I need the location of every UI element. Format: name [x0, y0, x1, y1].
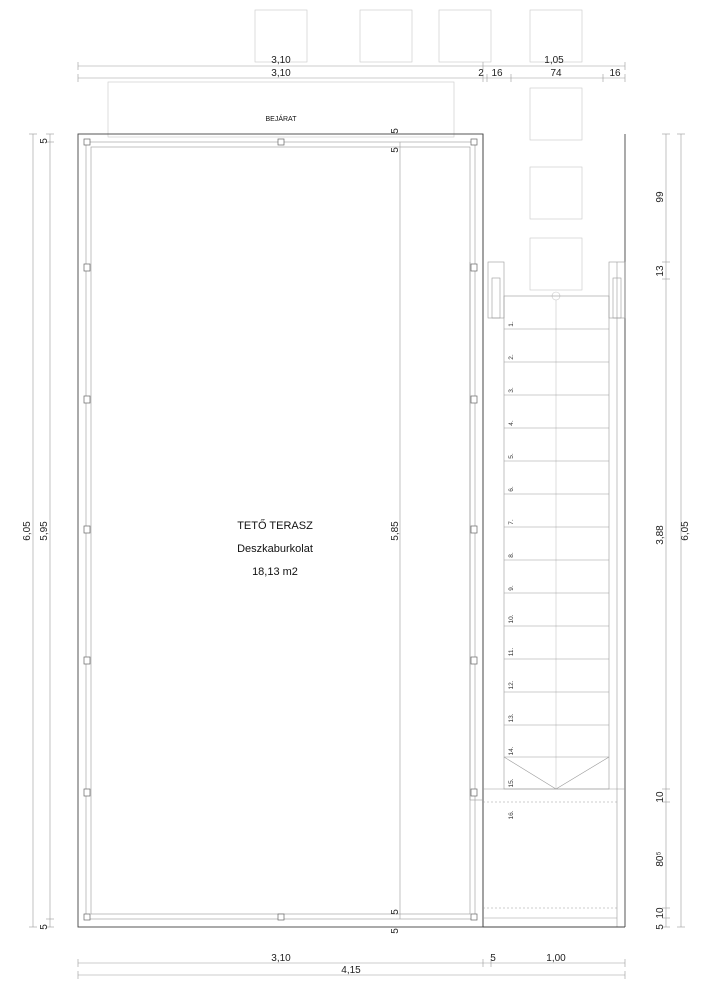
top-dim-2-d: 74 — [550, 68, 562, 79]
step-7: 7. — [508, 519, 515, 525]
step-15: 15. — [508, 778, 515, 788]
step-8: 8. — [508, 552, 515, 558]
step-10: 10. — [508, 614, 515, 624]
room-finish: Deszkaburkolat — [237, 543, 313, 555]
top-dim-1-a: 3,10 — [271, 55, 291, 66]
stair-run — [504, 296, 609, 789]
step-12: 12. — [508, 680, 515, 690]
step-3: 3. — [508, 387, 515, 393]
top-dim-2-c: 16 — [491, 68, 503, 79]
stair-enclosure — [470, 134, 625, 927]
step-4: 4. — [508, 420, 515, 426]
room-label — [237, 518, 313, 578]
bottom-dimensions — [78, 953, 625, 979]
top-dim-2-e: 16 — [609, 68, 621, 79]
left-bottom-offset: 5 — [39, 924, 50, 930]
right-dimensions — [655, 134, 691, 930]
inner-height-label: 5,85 — [390, 521, 401, 541]
entrance-label: BEJÁRAT — [265, 116, 297, 123]
right-seg-7: 5 — [655, 924, 666, 930]
right-seg-5: 80⁵ — [655, 851, 666, 867]
top-dim-1-b: 1,05 — [544, 55, 564, 66]
step-6: 6. — [508, 486, 515, 492]
step-11: 11. — [508, 647, 515, 657]
top-dim-2-a: 3,10 — [271, 68, 291, 79]
left-outer-dim: 6,05 — [22, 521, 33, 541]
right-seg-1: 99 — [655, 191, 666, 203]
inner-bottom-offset-2: 5 — [390, 928, 401, 934]
background-outlines — [108, 10, 582, 290]
right-outer-dim: 6,05 — [680, 521, 691, 541]
step-5: 5. — [508, 453, 515, 459]
inner-top-offset-2: 5 — [390, 147, 401, 153]
left-inner-dim: 5,95 — [39, 521, 50, 541]
step-9: 9. — [508, 585, 515, 591]
right-seg-6: 10 — [655, 907, 666, 919]
room-area: 18,13 m2 — [252, 566, 298, 578]
inner-bottom-offset: 5 — [390, 909, 401, 915]
step-13: 13. — [508, 713, 515, 723]
right-seg-2: 13 — [655, 265, 666, 277]
step-14: 14. — [508, 746, 515, 756]
left-top-offset: 5 — [39, 138, 50, 144]
bottom-dim-2-a: 4,15 — [341, 965, 361, 976]
inner-top-offset: 5 — [390, 128, 401, 134]
bottom-dim-1-b: 5 — [490, 953, 496, 964]
top-dimension-row-1 — [78, 55, 625, 70]
step-1: 1. — [508, 321, 515, 327]
step-numbers — [508, 321, 515, 819]
room-name: TETŐ TERASZ — [237, 520, 313, 532]
inner-height-dimension — [390, 128, 401, 934]
step-2: 2. — [508, 354, 515, 360]
right-seg-3: 3,88 — [655, 525, 666, 545]
step-16: 16. — [508, 810, 515, 820]
bottom-dim-1-c: 1,00 — [546, 953, 566, 964]
left-dimensions — [22, 134, 54, 930]
top-dim-2-b: 2 — [478, 68, 484, 79]
bottom-dim-1-a: 3,10 — [271, 953, 291, 964]
right-seg-4: 10 — [655, 791, 666, 803]
top-dimension-row-2 — [78, 68, 625, 82]
